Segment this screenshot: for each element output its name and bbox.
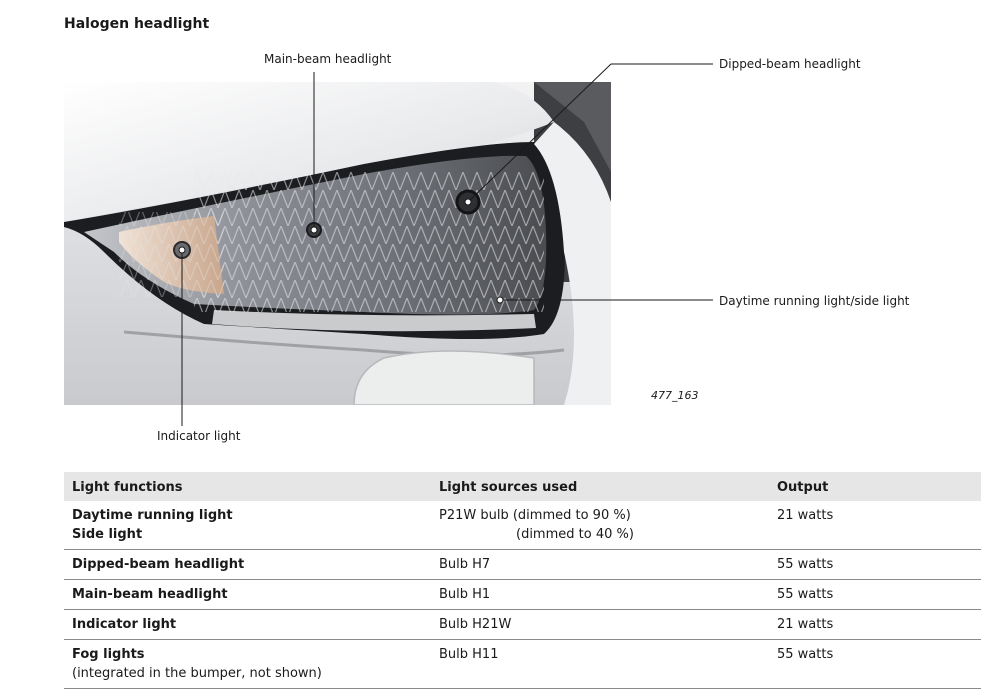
function-label: Fog lights: [72, 647, 145, 662]
cell-function: Dipped-beam headlight: [64, 550, 431, 580]
table-row: [64, 580, 981, 610]
function-label: Daytime running light: [72, 508, 233, 523]
callout-dipped-beam: Dipped-beam headlight: [719, 57, 861, 71]
header-light-sources: Light sources used: [431, 472, 769, 501]
cell-source: [431, 501, 769, 550]
page-title: Halogen headlight: [64, 16, 210, 32]
cell-output: 21 watts: [769, 501, 981, 550]
callout-daytime-running-light: Daytime running light/side light: [719, 294, 910, 308]
source-label: P21W bulb (dimmed to 90 %): [439, 508, 631, 523]
table-row: [64, 640, 981, 689]
cell-function: Main-beam headlight: [64, 580, 431, 610]
cell-output: 21 watts: [769, 610, 981, 640]
figure-code: 477_163: [651, 389, 699, 402]
cell-source: Bulb H1: [431, 580, 769, 610]
table-row: [64, 610, 981, 640]
callout-indicator: Indicator light: [157, 429, 241, 443]
cell-output: 55 watts: [769, 640, 981, 689]
cell-output: 55 watts: [769, 550, 981, 580]
cell-source: Bulb H7: [431, 550, 769, 580]
function-note: (integrated in the bumper, not shown): [72, 666, 322, 681]
cell-function: Indicator light: [64, 610, 431, 640]
source-label-secondary: (dimmed to 40 %): [516, 527, 634, 542]
function-label-secondary: Side light: [72, 527, 143, 542]
table-row: [64, 550, 981, 580]
header-output: Output: [769, 472, 981, 501]
light-sources-table: [64, 472, 981, 689]
cell-source: Bulb H11: [431, 640, 769, 689]
cell-function: [64, 640, 431, 689]
header-light-functions: Light functions: [64, 472, 431, 501]
table-header-row: [64, 472, 981, 501]
cell-output: 55 watts: [769, 580, 981, 610]
cell-source: Bulb H21W: [431, 610, 769, 640]
table-row: [64, 501, 981, 550]
callout-main-beam: Main-beam headlight: [264, 52, 392, 66]
cell-function: [64, 501, 431, 550]
